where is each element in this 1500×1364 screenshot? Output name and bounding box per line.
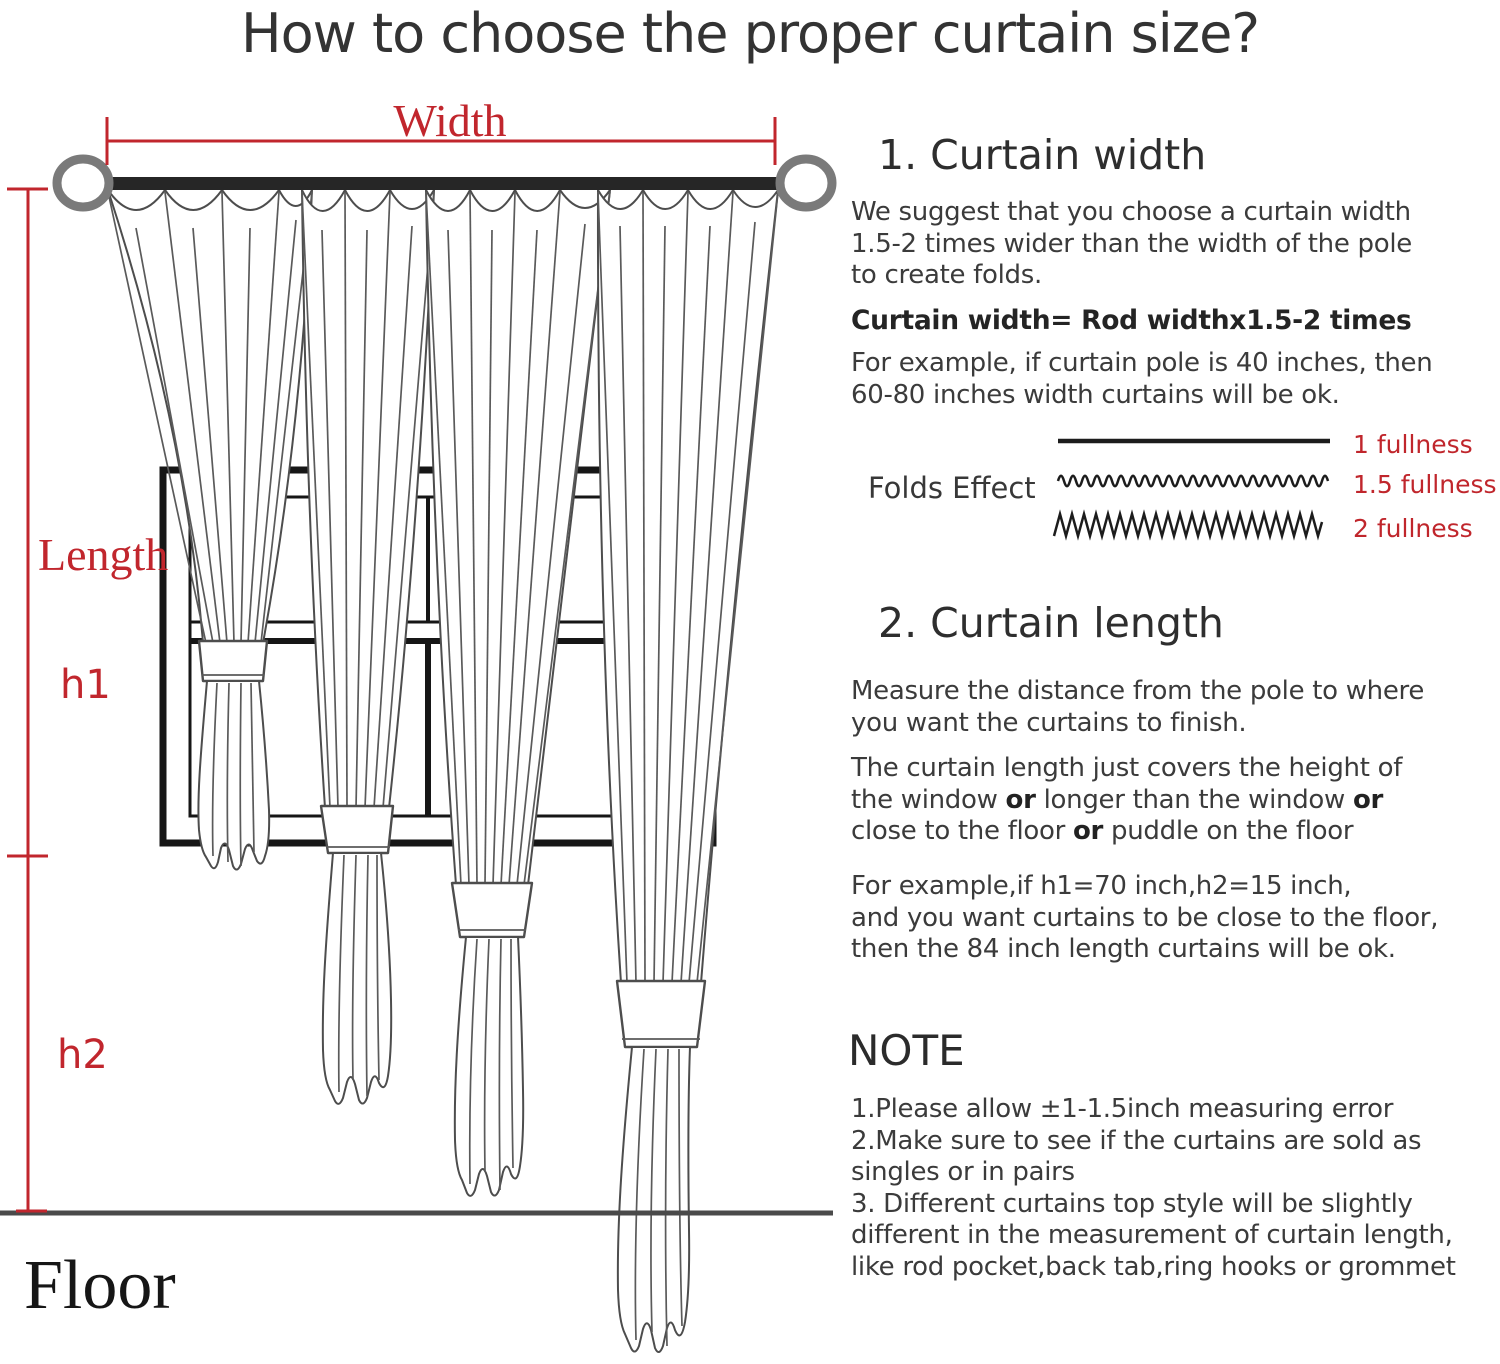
curtain-panel (598, 190, 778, 1352)
curtain-tail (323, 853, 391, 1104)
fullness-1_5-line (1058, 476, 1328, 487)
tieback-band (321, 806, 393, 853)
width-dimension-label: Width (393, 95, 507, 146)
tieback-band (452, 883, 532, 937)
fullness-2-label: 2 fullness (1353, 514, 1473, 543)
note-item: 1.Please allow ±1-1.5inch measuring error (851, 1094, 1394, 1124)
curtain-length-paragraph-2: The curtain length just covers the height of the window or longer than the window or close to the floor or puddle on the floor (851, 753, 1403, 846)
curtain-width-example: For example, if curtain pole is 40 inches, then 60-80 inches width curtains will be ok. (851, 348, 1433, 410)
curtain-length-paragraph-1: Measure the distance from the pole to where you want the curtains to finish. (851, 676, 1425, 738)
length-dimension-label: Length (38, 529, 169, 580)
note-item: 3. Different curtains top style will be slightly (851, 1188, 1413, 1219)
fullness-2-line (1054, 514, 1322, 536)
note-heading: NOTE (848, 1026, 965, 1075)
tieback-band (617, 981, 705, 1047)
fullness-1-label: 1 fullness (1353, 430, 1473, 459)
curtain-width-paragraph: We suggest that you choose a curtain width 1.5-2 times wider than the width of the pole to create folds. (851, 197, 1412, 290)
curtain-panel (302, 190, 434, 1104)
rod-ring-left (57, 159, 109, 207)
h2-dimension-label: h2 (57, 1032, 108, 1078)
fullness-1_5-label: 1.5 fullness (1353, 470, 1497, 499)
note-item: singles or in pairs (851, 1157, 1075, 1187)
note-item: 2.Make sure to see if the curtains are sold as (851, 1125, 1422, 1156)
note-item: different in the measurement of curtain length, (851, 1220, 1453, 1250)
section-heading-curtain-length: 2. Curtain length (878, 599, 1224, 647)
curtain-panel (426, 190, 610, 1196)
h1-dimension-label: h1 (60, 662, 111, 708)
note-list (851, 1094, 1456, 1283)
rod-ring-right (780, 159, 832, 207)
page-title: How to choose the proper curtain size? (241, 2, 1259, 65)
floor-label: Floor (24, 1247, 176, 1324)
note-item: like rod pocket,back tab,ring hooks or grommet (851, 1251, 1456, 1282)
folds-effect-label: Folds Effect (868, 471, 1036, 505)
curtain-width-formula: Curtain width= Rod widthx1.5-2 times (851, 305, 1412, 336)
folds-effect-legend (850, 415, 1500, 555)
section-heading-curtain-width: 1. Curtain width (878, 131, 1207, 179)
curtain-tail (198, 681, 269, 870)
curtain-rod (104, 177, 780, 190)
curtain-length-example: For example,if h1=70 inch,h2=15 inch, and you want curtains to be close to the floor, then the 84 inch length curtains will be ok. (851, 871, 1439, 964)
